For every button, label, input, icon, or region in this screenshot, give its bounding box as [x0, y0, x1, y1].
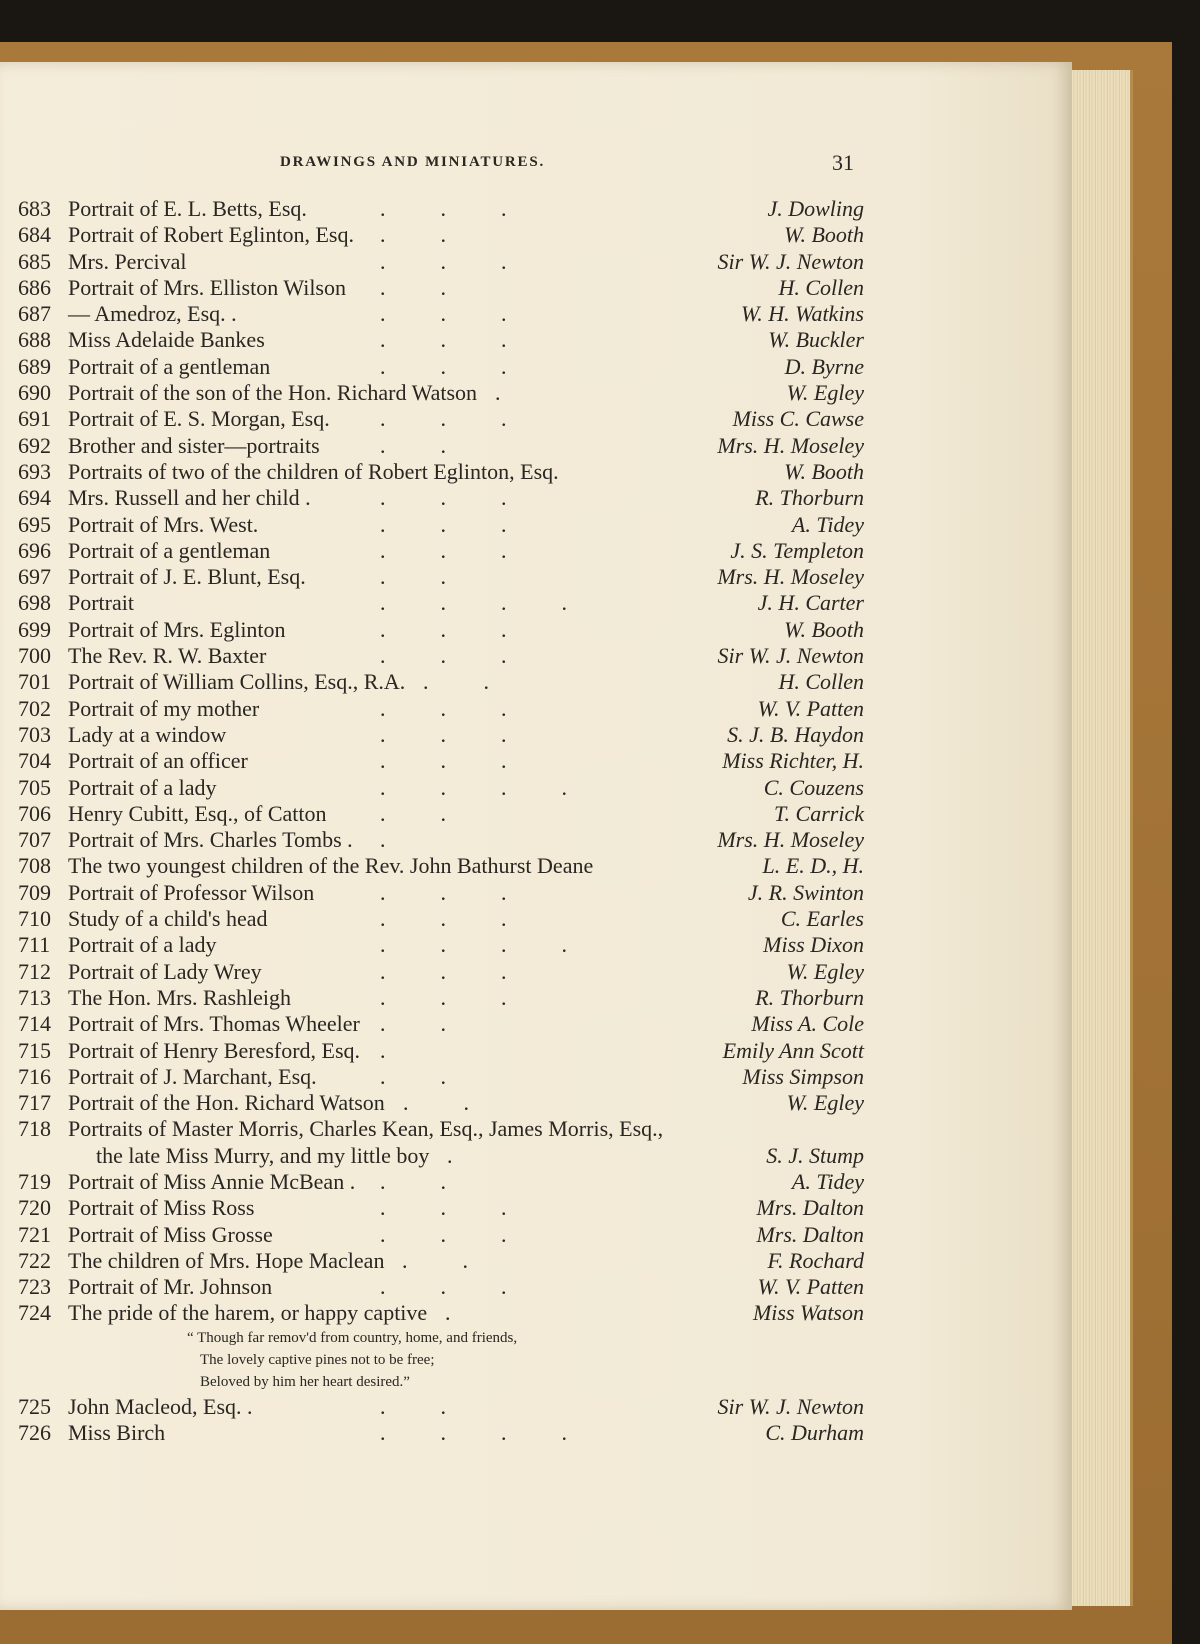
- entry-artist: S. J. B. Haydon: [727, 721, 864, 747]
- entry-artist: F. Rochard: [767, 1247, 864, 1273]
- entry-title: The two youngest children of the Rev. John Bathurst Deane: [68, 853, 594, 879]
- entry-title: Portrait of J. Marchant, Esq.: [68, 1063, 317, 1089]
- entry-title: Study of a child's head: [68, 906, 268, 932]
- entry-leaders: . . .: [380, 906, 507, 932]
- entry-title: Portrait of the son of the Hon. Richard Watson: [68, 380, 478, 406]
- entry-leaders: . . .: [380, 327, 507, 353]
- entry-leaders: . .: [380, 1011, 446, 1037]
- entry-artist: C. Earles: [780, 906, 864, 932]
- entry-artist: Mrs. H. Moseley: [717, 827, 864, 853]
- entry-artist: Miss Dixon: [763, 932, 864, 958]
- entry-artist: J. H. Carter: [757, 590, 864, 616]
- entry-number: 726: [18, 1420, 51, 1446]
- entry-title: Portraits of two of the children of Robert Eglinton, Esq.: [68, 458, 559, 484]
- running-head: DRAWINGS AND MINIATURES.: [280, 154, 546, 170]
- verse-quotation: [0, 1327, 1030, 1394]
- entry-title: Portrait of Mr. Johnson: [68, 1274, 273, 1300]
- entry-number: 702: [18, 695, 51, 721]
- catalogue-entry: [0, 959, 1030, 985]
- entry-artist: W. V. Patten: [757, 695, 864, 721]
- entry-title: Portrait of Miss Grosse: [68, 1221, 273, 1247]
- entry-title: Portrait of Mrs. Charles Tombs .: [68, 827, 353, 853]
- entry-number: 712: [18, 958, 51, 984]
- catalogue-entry-continuation: [0, 1143, 1030, 1169]
- entry-title: Portrait of Mrs. West.: [68, 511, 259, 537]
- entry-number: 725: [18, 1393, 51, 1419]
- entry-artist: C. Couzens: [763, 774, 864, 800]
- verse-line: The lovely captive pines not to be free;: [200, 1351, 435, 1368]
- catalogue-entry: [0, 222, 1030, 248]
- entry-title: — Amedroz, Esq. .: [68, 301, 237, 327]
- entry-artist: R. Thorburn: [755, 485, 864, 511]
- catalogue-entry: [0, 1090, 1030, 1116]
- catalogue-entry: [0, 406, 1030, 432]
- entry-title: Mrs. Percival: [68, 248, 187, 274]
- catalogue-entry: [0, 669, 1030, 695]
- entry-leaders: . .: [423, 669, 489, 695]
- entry-artist: Miss A. Cole: [751, 1011, 864, 1037]
- entry-title: The children of Mrs. Hope Maclean: [68, 1247, 385, 1273]
- catalogue-entry: [0, 1195, 1030, 1221]
- entry-leaders: . .: [380, 1063, 446, 1089]
- catalogue-entry: [0, 827, 1030, 853]
- entry-artist: Miss C. Cawse: [732, 406, 864, 432]
- entry-leaders: . .: [380, 1393, 446, 1419]
- entry-leaders: . . .: [380, 879, 507, 905]
- catalogue-entry: [0, 249, 1030, 275]
- verse-line: “ Though far remov'd from country, home, and friends,: [187, 1329, 518, 1346]
- entry-artist: Miss Simpson: [742, 1063, 864, 1089]
- catalogue-entry: [0, 906, 1030, 932]
- catalogue-entry: [0, 880, 1030, 906]
- entry-title: Portrait of J. E. Blunt, Esq.: [68, 564, 306, 590]
- entry-title: Portrait of Henry Beresford, Esq.: [68, 1037, 361, 1063]
- entry-title: Portrait of Lady Wrey: [68, 958, 262, 984]
- catalogue-entry: [0, 748, 1030, 774]
- entry-artist: J. R. Swinton: [747, 879, 864, 905]
- entry-leaders: .: [380, 1037, 386, 1063]
- catalogue-entry: [0, 196, 1030, 222]
- entry-number: 706: [18, 800, 51, 826]
- entry-number: 689: [18, 353, 51, 379]
- entry-artist: L. E. D., H.: [762, 853, 864, 879]
- entry-artist: W. Buckler: [768, 327, 864, 353]
- entry-title: Portrait of E. L. Betts, Esq.: [68, 196, 307, 221]
- entry-leaders: . . .: [380, 1221, 507, 1247]
- entry-number: 696: [18, 537, 51, 563]
- entry-number: 716: [18, 1063, 51, 1089]
- catalogue-entry: [0, 722, 1030, 748]
- entry-title: Miss Birch: [68, 1420, 166, 1446]
- entry-title: Portrait of a lady: [68, 932, 217, 958]
- entry-title: Portrait of an officer: [68, 748, 248, 774]
- entry-leaders: . . .: [380, 537, 507, 563]
- entry-artist: S. J. Stump: [766, 1142, 864, 1168]
- entry-leaders: . . .: [380, 248, 507, 274]
- entry-artist: W. Booth: [784, 616, 864, 642]
- entry-artist: Miss Richter, H.: [722, 748, 864, 774]
- entry-leaders: . . .: [380, 616, 507, 642]
- entry-leaders: . . .: [380, 353, 507, 379]
- entry-title: The Hon. Mrs. Rashleigh: [68, 984, 292, 1010]
- entry-leaders: . . .: [380, 695, 507, 721]
- catalogue-entry: [0, 380, 1030, 406]
- catalogue-entry: [0, 1394, 1030, 1420]
- catalogue-entry: [0, 775, 1030, 801]
- catalogue-entry: [0, 801, 1030, 827]
- entry-number: 709: [18, 879, 51, 905]
- catalogue-entry: [0, 1420, 1030, 1446]
- entry-title: Lady at a window: [68, 721, 227, 747]
- entry-title: Portrait of the Hon. Richard Watson: [68, 1090, 385, 1116]
- entry-artist: W. V. Patten: [757, 1274, 864, 1300]
- entry-title: Miss Adelaide Bankes: [68, 327, 265, 353]
- entry-number: 718: [18, 1116, 51, 1142]
- entry-title: Portrait of Miss Ross: [68, 1195, 255, 1221]
- catalogue-entry: [0, 1116, 1030, 1142]
- entry-artist: W. H. Watkins: [740, 301, 864, 327]
- entry-artist: Mrs. H. Moseley: [717, 564, 864, 590]
- catalogue-entry: [0, 459, 1030, 485]
- entry-number: 715: [18, 1037, 51, 1063]
- entry-title: Brother and sister—portraits: [68, 432, 320, 458]
- catalogue-entry: [0, 1011, 1030, 1037]
- entry-artist: J. Dowling: [767, 196, 864, 221]
- entry-leaders: . .: [380, 800, 446, 826]
- entry-leaders: . .: [380, 564, 446, 590]
- catalogue-entry: [0, 853, 1030, 879]
- entry-leaders: . . .: [380, 721, 507, 747]
- entry-title: Portrait of William Collins, Esq., R.A.: [68, 669, 406, 695]
- entry-leaders: . .: [380, 222, 446, 248]
- entry-number: 705: [18, 774, 51, 800]
- entry-number: 692: [18, 432, 51, 458]
- entry-leaders: . . .: [380, 196, 507, 221]
- entry-title: Portrait of a lady: [68, 774, 217, 800]
- catalogue-entry: [0, 275, 1030, 301]
- entry-title: The Rev. R. W. Baxter: [68, 643, 267, 669]
- catalogue-entry: [0, 696, 1030, 722]
- entry-artist: Sir W. J. Newton: [717, 1393, 864, 1419]
- catalogue-entry: [0, 485, 1030, 511]
- entry-number: 724: [18, 1300, 51, 1326]
- entry-number: 687: [18, 301, 51, 327]
- entry-artist: Emily Ann Scott: [722, 1037, 864, 1063]
- entry-title: John Macleod, Esq. .: [68, 1393, 253, 1419]
- catalogue-entry: [0, 538, 1030, 564]
- entry-number: 698: [18, 590, 51, 616]
- entry-leaders: .: [380, 827, 386, 853]
- entry-title: Portrait of E. S. Morgan, Esq.: [68, 406, 330, 432]
- entry-leaders: . . . .: [380, 932, 567, 958]
- entry-number: 721: [18, 1221, 51, 1247]
- entry-number: 694: [18, 485, 51, 511]
- entry-artist: W. Egley: [786, 958, 864, 984]
- catalogue-entry: [0, 564, 1030, 590]
- entry-title: Portrait of a gentleman: [68, 537, 271, 563]
- entry-number: 684: [18, 222, 51, 248]
- entry-number: 708: [18, 853, 51, 879]
- entry-title: Portrait of Mrs. Eglinton: [68, 616, 286, 642]
- entry-leaders: . .: [380, 274, 446, 300]
- entry-leaders: . . .: [380, 406, 507, 432]
- catalogue-entry: [0, 1248, 1030, 1274]
- entry-number: 713: [18, 984, 51, 1010]
- entry-artist: W. Booth: [784, 222, 864, 248]
- entry-artist: A. Tidey: [791, 1168, 864, 1194]
- entry-leaders: . . .: [380, 643, 507, 669]
- catalogue-entry: [0, 433, 1030, 459]
- entry-number: 685: [18, 248, 51, 274]
- entry-number: 695: [18, 511, 51, 537]
- catalogue-entry: [0, 1274, 1030, 1300]
- entry-artist: J. S. Templeton: [730, 537, 864, 563]
- entry-artist: W. Egley: [786, 380, 864, 406]
- entry-leaders: . . .: [380, 984, 507, 1010]
- entry-number: 720: [18, 1195, 51, 1221]
- entry-number: 690: [18, 380, 51, 406]
- entry-leaders: .: [447, 1142, 453, 1168]
- entry-leaders: . . . .: [380, 774, 567, 800]
- entry-number: 700: [18, 643, 51, 669]
- entry-title: Portrait of Professor Wilson: [68, 879, 315, 905]
- entry-number: 704: [18, 748, 51, 774]
- entry-artist: Mrs. Dalton: [756, 1221, 864, 1247]
- entry-artist: Sir W. J. Newton: [717, 643, 864, 669]
- catalogue-entry: [0, 1038, 1030, 1064]
- entry-title: Portrait of Robert Eglinton, Esq.: [68, 222, 354, 248]
- catalogue-entry: [0, 301, 1030, 327]
- entry-leaders: . . .: [380, 748, 507, 774]
- catalogue-entry: [0, 617, 1030, 643]
- entry-leaders: . . .: [380, 301, 507, 327]
- catalogue-entry: [0, 590, 1030, 616]
- entry-artist: D. Byrne: [784, 353, 864, 379]
- entry-leaders: . . .: [380, 511, 507, 537]
- entry-number: 699: [18, 616, 51, 642]
- catalogue-entry: [0, 643, 1030, 669]
- page-number: 31: [832, 150, 854, 175]
- entry-artist: W. Booth: [784, 458, 864, 484]
- entry-leaders: . . . .: [380, 590, 567, 616]
- catalogue-entry: [0, 1222, 1030, 1248]
- entry-leaders: .: [495, 380, 501, 406]
- entry-title: the late Miss Murry, and my little boy: [96, 1142, 430, 1168]
- entry-leaders: . . .: [380, 1274, 507, 1300]
- catalogue-entry: [0, 327, 1030, 353]
- entry-artist: Sir W. J. Newton: [717, 248, 864, 274]
- entry-number: 703: [18, 721, 51, 747]
- entry-number: 691: [18, 406, 51, 432]
- entry-title: Portrait of Miss Annie McBean .: [68, 1168, 356, 1194]
- catalogue-entry: [0, 512, 1030, 538]
- entry-title: Portrait of my mother: [68, 695, 260, 721]
- entry-number: 688: [18, 327, 51, 353]
- entry-artist: R. Thorburn: [755, 984, 864, 1010]
- entry-number: 693: [18, 458, 51, 484]
- entry-title: Mrs. Russell and her child .: [68, 485, 311, 511]
- entry-number: 697: [18, 564, 51, 590]
- entry-title: Portrait of Mrs. Thomas Wheeler: [68, 1011, 360, 1037]
- entry-artist: T. Carrick: [773, 800, 864, 826]
- entry-leaders: . .: [380, 1168, 446, 1194]
- catalogue-entry: [0, 1169, 1030, 1195]
- entry-artist: C. Durham: [765, 1420, 864, 1446]
- entry-title: Henry Cubitt, Esq., of Catton: [68, 800, 327, 826]
- entry-number: 717: [18, 1090, 51, 1116]
- entry-title: The pride of the harem, or happy captive: [68, 1300, 428, 1326]
- entry-title: Portraits of Master Morris, Charles Kean, Esq., James Morris, Esq.,: [68, 1116, 664, 1142]
- entry-number: 707: [18, 827, 51, 853]
- entry-title: Portrait of a gentleman: [68, 353, 271, 379]
- entry-artist: H. Collen: [778, 274, 864, 300]
- entry-number: 683: [18, 196, 51, 221]
- entry-number: 701: [18, 669, 51, 695]
- catalogue-entry: [0, 985, 1030, 1011]
- entry-artist: W. Egley: [786, 1090, 864, 1116]
- catalogue-list: [0, 196, 1030, 1446]
- entry-number: 711: [18, 932, 51, 958]
- catalogue-entry: [0, 1064, 1030, 1090]
- catalogue-entry: [0, 932, 1030, 958]
- entry-leaders: . . . .: [380, 1420, 567, 1446]
- verse-line: Beloved by him her heart desired.”: [200, 1373, 410, 1390]
- entry-number: 686: [18, 274, 51, 300]
- entry-leaders: .: [445, 1300, 451, 1326]
- entry-leaders: . .: [380, 432, 446, 458]
- catalogue-entry: [0, 354, 1030, 380]
- entry-number: 722: [18, 1247, 51, 1273]
- entry-number: 723: [18, 1274, 51, 1300]
- entry-number: 714: [18, 1011, 51, 1037]
- entry-artist: Miss Watson: [752, 1300, 864, 1326]
- entry-artist: A. Tidey: [791, 511, 864, 537]
- entry-artist: H. Collen: [778, 669, 864, 695]
- catalogue-entry: [0, 1300, 1030, 1326]
- entry-artist: Mrs. Dalton: [756, 1195, 864, 1221]
- entry-leaders: . .: [403, 1090, 469, 1116]
- entry-title: Portrait: [68, 590, 134, 616]
- entry-artist: Mrs. H. Moseley: [717, 432, 864, 458]
- entry-number: 719: [18, 1168, 51, 1194]
- entry-leaders: . . .: [380, 1195, 507, 1221]
- entry-leaders: . . .: [380, 485, 507, 511]
- entry-leaders: . .: [402, 1247, 468, 1273]
- entry-leaders: . . .: [380, 958, 507, 984]
- entry-title: Portrait of Mrs. Elliston Wilson: [68, 274, 346, 300]
- entry-number: 710: [18, 906, 51, 932]
